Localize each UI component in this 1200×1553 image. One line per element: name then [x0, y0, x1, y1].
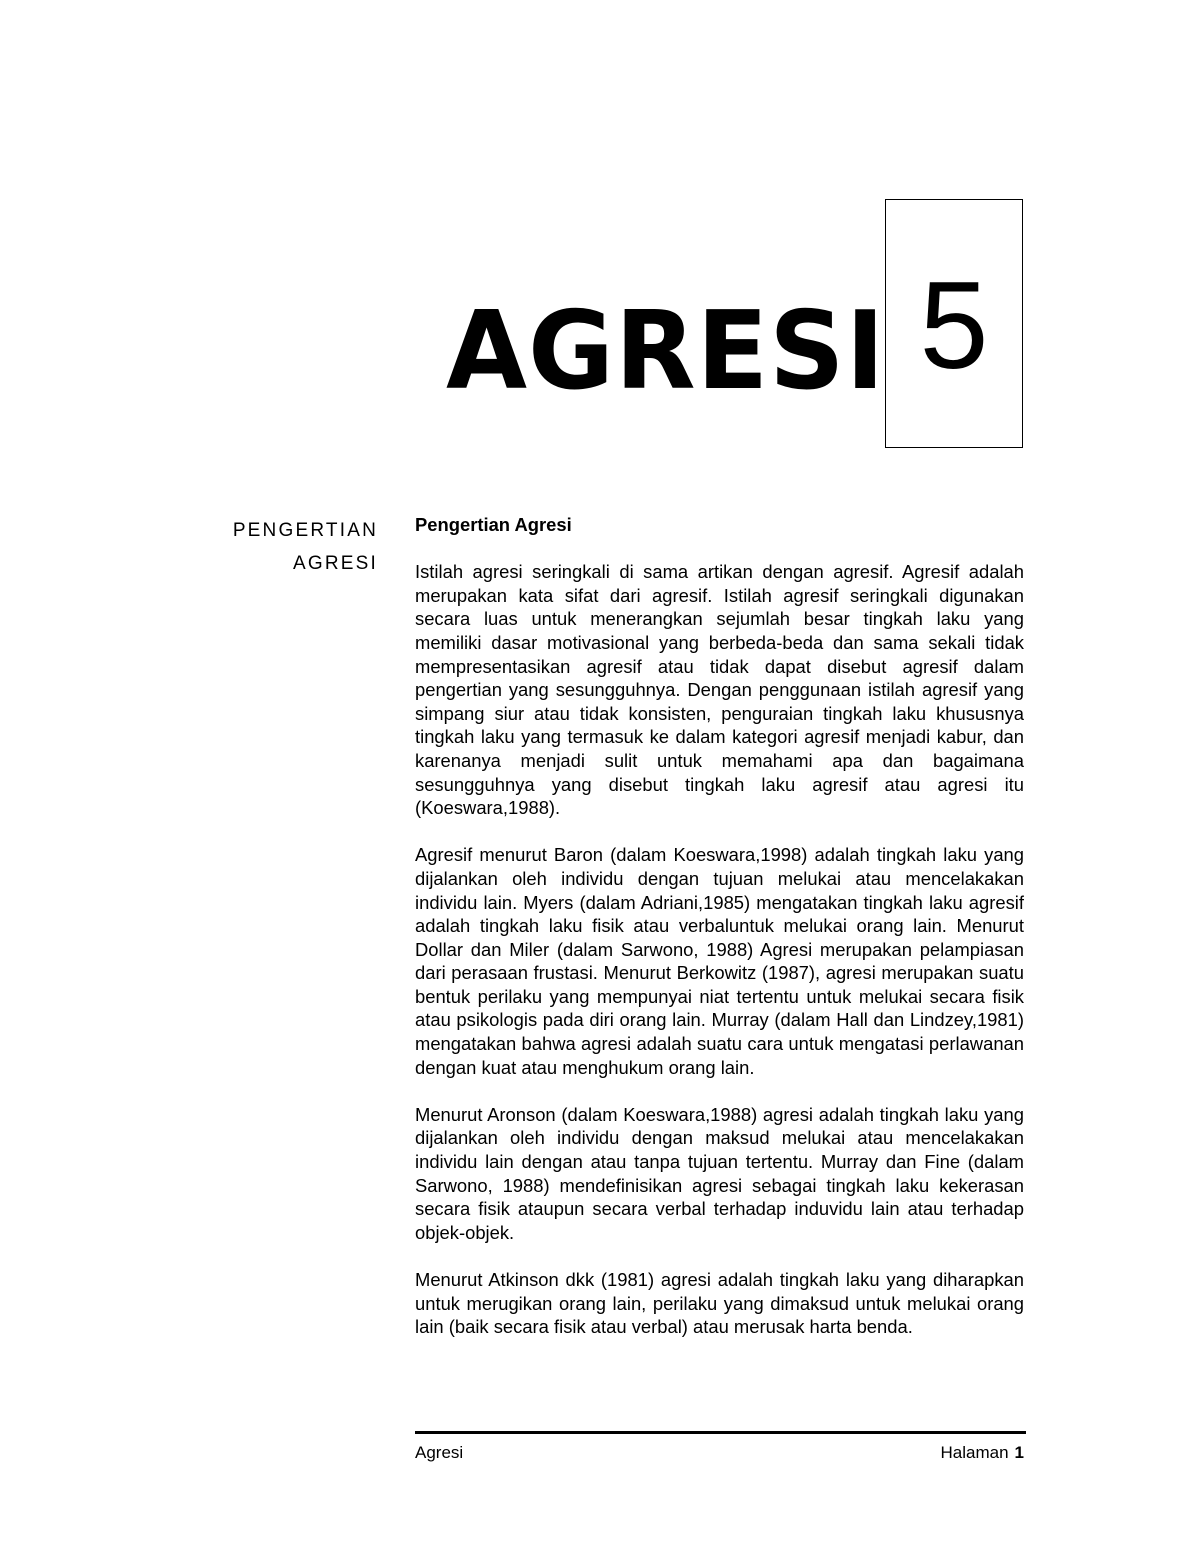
paragraph-1: Istilah agresi seringkali di sama artikan dengan agresif. Agresif adalah merupakan kata sifat dari agresif. Istilah agresif seringkali digunakan secara luas untuk menerangkan sejumlah besar tingkah laku yang memiliki dasar motivasional yang berbeda-beda dan sama sekali tidak mempresentasikan agresif atau tidak dapat disebut agresif dalam pengertian yang sesungguhnya. Dengan penggunaan istilah agresif yang simpang siur atau tidak konsisten, penguraian tingkah laku khususnya tingkah laku yang termasuk ke dalam kategori agresif menjadi kabur, dan karenanya menjadi sulit untuk memahami apa dan bagaimana sesungguhnya yang disebut tingkah laku agresif atau agresi itu (Koeswara,1988).	[415, 561, 1024, 819]
side-heading-line1: PENGERTIAN	[232, 520, 378, 541]
footer-title: Agresi	[415, 1443, 464, 1462]
chapter-title: AGRESI	[446, 289, 886, 414]
main-content	[415, 513, 1024, 1339]
side-heading	[200, 514, 378, 580]
page-label: Halaman	[940, 1443, 1009, 1462]
paragraph-3: Menurut Aronson (dalam Koeswara,1988) agresi adalah tingkah laku yang dijalankan oleh individu dengan maksud melukai atau mencelakakan individu lain dengan atau tanpa tujuan tertentu. Murray dan Fine (dalam Sarwono, 1988) mendefinisikan agresi sebagai tingkah laku kekerasan secara fisik ataupun secara verbal terhadap induvidu lain atau terhadap objek-objek.	[415, 1103, 1024, 1243]
footer-page	[940, 1442, 1024, 1464]
chapter-number: 5	[919, 257, 989, 395]
paragraph-4: Menurut Atkinson dkk (1981) agresi adalah tingkah laku yang diharapkan untuk merugikan orang lain, perilaku yang dimaksud untuk melukai orang lain (baik secara fisik atau verbal) atau merusak harta benda.	[415, 1269, 1024, 1338]
chapter-number-box	[885, 199, 1023, 448]
side-heading-line2: AGRESI	[293, 553, 378, 574]
page-number: 1	[1014, 1443, 1024, 1462]
paragraph-2: Agresif menurut Baron (dalam Koeswara,1998) adalah tingkah laku yang dijalankan oleh individu dengan tujuan melukai atau mencelakakan individu lain. Myers (dalam Adriani,1985) mengatakan tingkah laku agresif adalah tingkah laku fisik atau verbaluntuk melukai orang lain. Menurut Dollar dan Miler (dalam Sarwono, 1988) Agresi merupakan pelampiasan dari perasaan frustasi. Menurut Berkowitz (1987), agresi merupakan suatu bentuk perilaku yang mempunyai niat tertentu untuk melukai secara fisik atau psikologis pada diri orang lain. Murray (dalam Hall dan Lindzey,1981) mengatakan bahwa agresi adalah suatu cara untuk mengatasi perlawanan dengan kuat atau menghukum orang lain.	[415, 844, 1024, 1078]
footer-rule	[415, 1431, 1026, 1434]
section-heading: Pengertian Agresi	[415, 514, 572, 535]
